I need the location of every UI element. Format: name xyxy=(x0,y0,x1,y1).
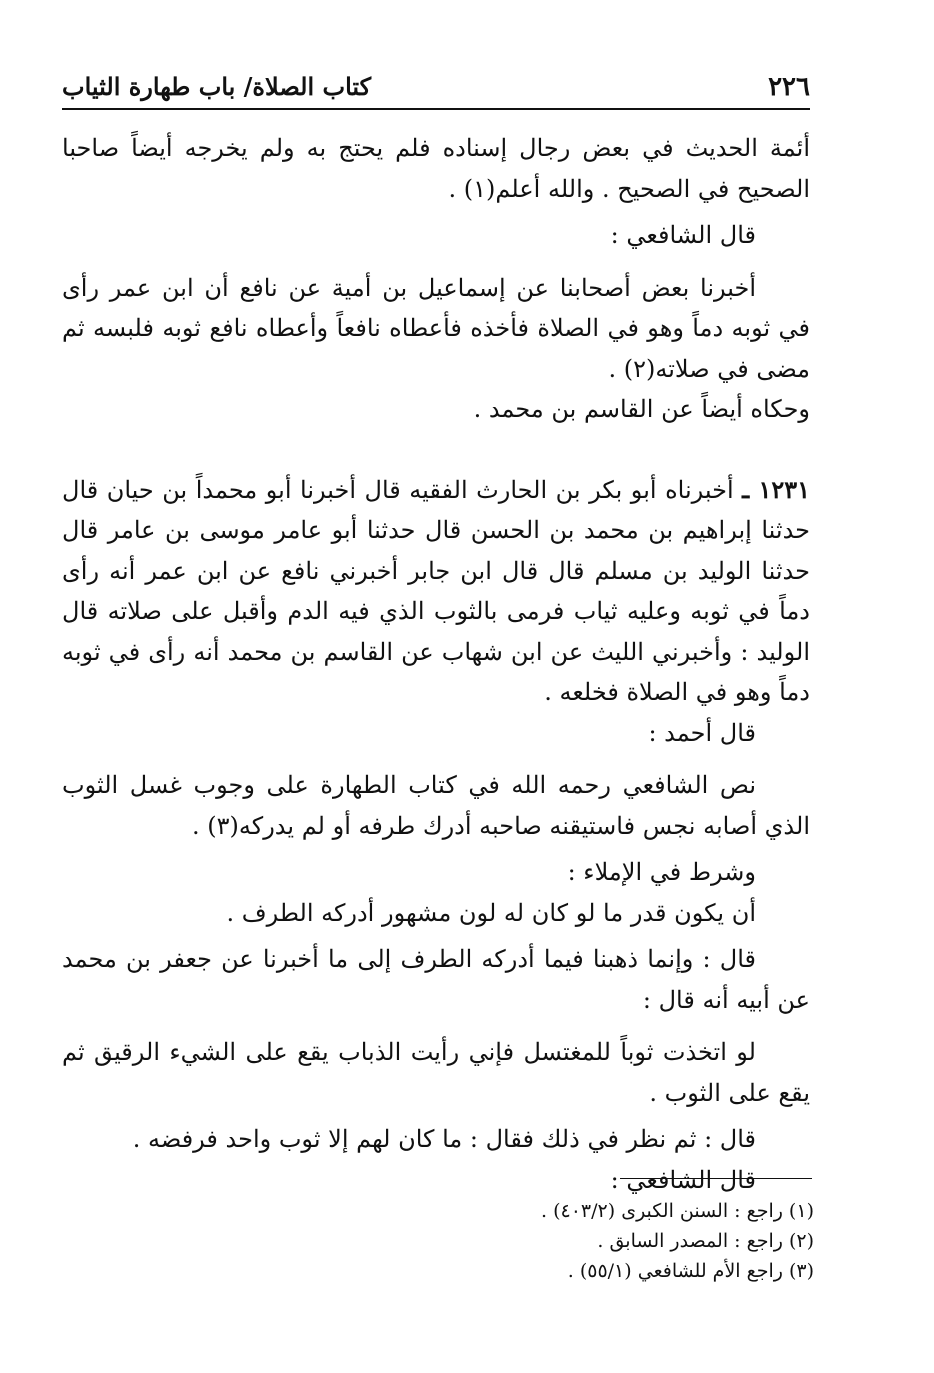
footnote-separator xyxy=(620,1178,812,1179)
footnote: (٣) راجع الأم للشافعي (٥٥/١) . xyxy=(567,1260,814,1282)
footnotes xyxy=(62,1196,814,1286)
page-header xyxy=(62,70,810,110)
paragraph: أن يكون قدر ما لو كان له لون مشهور أدركه الطرف . xyxy=(226,898,756,927)
paragraph: نص الشافعي رحمه الله في كتاب الطهارة على وجوب غسل الثوب الذي أصابه نجس فاستيقنه صاحبه أدرك طرفه أو لم يدركه(٣) . xyxy=(62,771,810,840)
paragraph: لو اتخذت ثوباً للمغتسل فإني رأيت الذباب يقع على الشيء الرقيق ثم يقع على الثوب . xyxy=(62,1038,810,1107)
paragraph: وحكاه أيضاً عن القاسم بن محمد . xyxy=(473,395,810,423)
running-title: كتاب الصلاة/ باب طهارة الثياب xyxy=(62,72,372,101)
paragraph: قال الشافعي : xyxy=(610,1165,756,1194)
hadith-paragraph xyxy=(62,470,810,713)
hadith-number: ١٢٣١ ـ xyxy=(742,474,810,504)
paragraph: وشرط في الإملاء : xyxy=(567,858,756,886)
footnote: (١) راجع : السنن الكبرى (٤٠٣/٢) . xyxy=(541,1200,814,1222)
paragraph: قال أحمد : xyxy=(648,718,756,747)
footnote: (٢) راجع : المصدر السابق . xyxy=(597,1230,814,1252)
paragraph: قال الشافعي : xyxy=(610,221,756,249)
paragraph: قال : ثم نظر في ذلك فقال : ما كان لهم إلا ثوب واحد فرفضه . xyxy=(132,1125,756,1153)
paragraph: أئمة الحديث في بعض رجال إسناده فلم يحتج به ولم يخرجه أيضاً صاحبا الصحيح في الصحيح . والله أعلم(١) . xyxy=(62,134,810,203)
paragraph: قال : وإنما ذهبنا فيما أدركه الطرف إلى ما أخبرنا عن جعفر بن محمد عن أبيه أنه قال : xyxy=(62,945,810,1014)
hadith-text: أخبرناه أبو بكر بن الحارث الفقيه قال أخبرنا أبو محمداً بن حيان قال حدثنا إبراهيم بن محمد بن الحسن قال حدثنا أبو عامر موسى بن عامر قال حدثنا الوليد بن مسلم قال قال ابن جابر أخبرني نافع عن ابن عمر أنه رأى دماً في ثوبه وعليه ثياب فرمى بالثوب الذي فيه الدم وأقبل على صلاته قال الوليد : وأخبرني الليث عن ابن شهاب عن القاسم بن محمد أنه رأى في ثوبه دماً وهو في الصلاة فخلعه . xyxy=(62,475,811,706)
main-text xyxy=(62,128,810,1200)
paragraph: أخبرنا بعض أصحابنا عن إسماعيل بن أمية عن نافع أن ابن عمر رأى في ثوبه دماً وهو في الصلاة فأخذه فأعطاه نافعاً وأعطاه نافع ثوبه فلبسه ثم مضى في صلاته(٢) . xyxy=(62,273,810,383)
page-number: ٢٢٦ xyxy=(768,72,810,102)
